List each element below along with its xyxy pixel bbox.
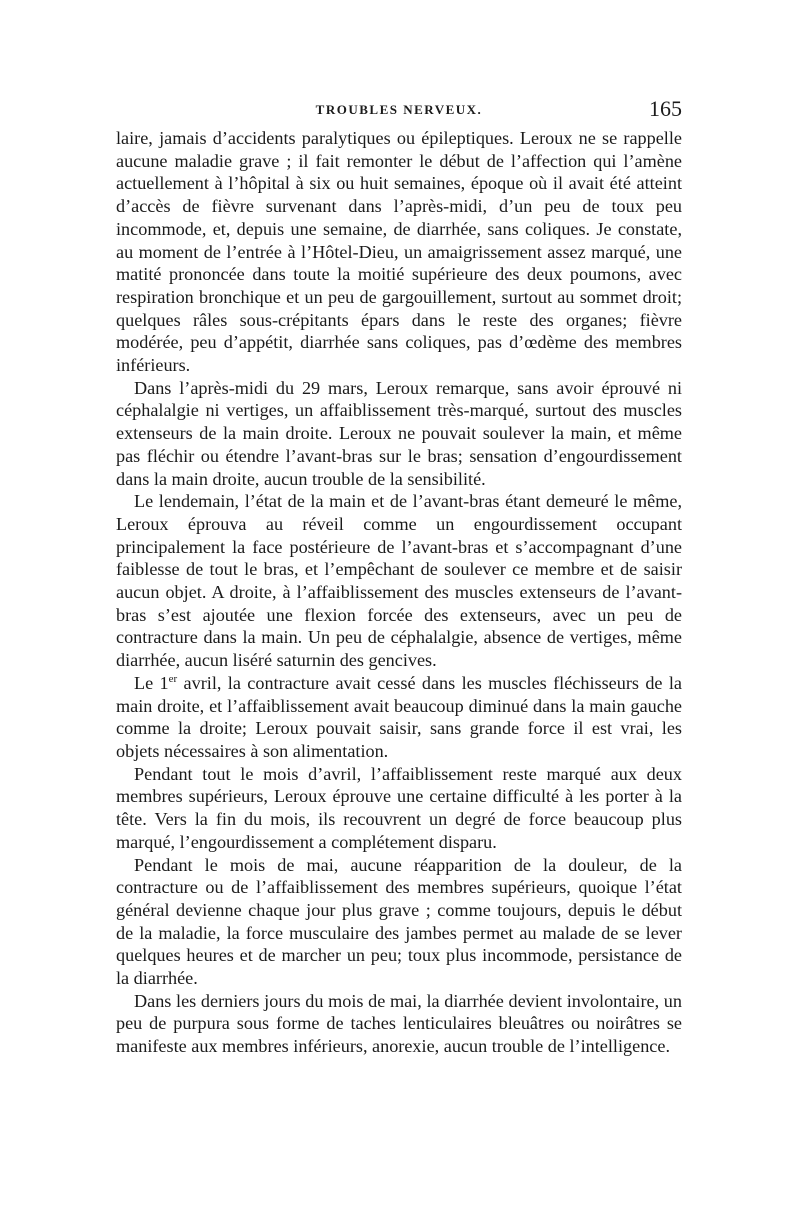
paragraph-march-29: Dans l’après-midi du 29 mars, Leroux remarque, sans avoir éprouvé ni céphalalgie ni vertiges, un affaiblissement très-marqué, surtout des muscles extenseurs de la main droite. Leroux ne pouvait soulever la main, et même pas fléchir ou étendre l’avant-bras sur le bras; sensation d’engourdissement dans la main droite, aucun trouble de la sensibilité. <box>116 377 682 489</box>
april-1-start: Le 1 <box>134 672 169 693</box>
april-1-rest: avril, la contracture avait cessé dans les muscles fléchisseurs de la main droite, et l’affaiblissement avait beaucoup diminué dans la main gauche comme la droite; Leroux pouvait saisir, sans grande force il est vrai, les objets nécessaires à son alimentation. <box>116 672 682 761</box>
paragraph-april: Pendant tout le mois d’avril, l’affaiblissement reste marqué aux deux membres supérieurs, Leroux éprouve une certaine difficulté à les porter à la tête. Vers la fin du mois, ils recouvrent un degré de force beaucoup plus marqué, l’engourdissement a complétement disparu. <box>116 763 682 852</box>
running-head <box>116 96 682 126</box>
paragraph-may: Pendant le mois de mai, aucune réapparition de la douleur, de la contracture ou de l’affaiblissement des membres supérieurs, quoique l’état général devienne chaque jour plus grave ; comme toujours, depuis le début de la maladie, la force musculaire des jambes permet au malade de se lever quelques heures et de marcher un peu; toux plus incommode, persistance de la diarrhée. <box>116 854 682 989</box>
ordinal-suffix: er <box>168 672 178 685</box>
paragraph-continued: laire, jamais d’accidents paralytiques ou épileptiques. Leroux ne se rappelle aucune maladie grave ; il fait remonter le début de l’affection qui l’amène actuellement à l’hôpital à six ou huit semaines, époque où il avait été atteint d’accès de fièvre survenant dans l’après-midi, d’un peu de toux peu incommode, et, depuis une semaine, de diarrhée, sans coliques. Je constate, au moment de l’entrée à l’Hôtel-Dieu, un amaigrissement assez marqué, une matité prononcée dans toute la moitié supérieure des deux poumons, avec respiration bronchique et un peu de gargouillement, surtout au sommet droit; quelques râles sous-crépitants épars dans le reste des organes; fièvre modérée, peu d’appétit, diarrhée sans coliques, pas d’œdème des membres inférieurs. <box>116 128 682 376</box>
paragraph-next-day: Le lendemain, l’état de la main et de l’avant-bras étant demeuré le même, Leroux éprouva au réveil comme un engourdissement occupant principalement la face postérieure de l’avant-bras et s’accompagnant d’une faiblesse de tout le bras, et l’empêchant de soulever ce membre et de saisir aucun objet. A droite, à l’affaiblissement des muscles extenseurs de l’avant-bras s’est ajoutée une flexion forcée des extenseurs, avec un peu de contracture dans la main. Un peu de céphalalgie, absence de vertiges, même diarrhée, aucun liséré saturnin des gencives. <box>116 491 682 671</box>
paragraph-end-of-may: Dans les derniers jours du mois de mai, la diarrhée devient involontaire, un peu de purpura sous forme de taches lenticulaires bleuâtres ou noirâtres se manifeste aux membres inférieurs, anorexie, aucun trouble de l’intelligence. <box>116 990 682 1057</box>
page-number: 165 <box>649 96 682 121</box>
paragraph-april-1 <box>116 672 682 763</box>
running-title: TROUBLES NERVEUX. <box>315 102 483 117</box>
body-text <box>116 127 682 1058</box>
